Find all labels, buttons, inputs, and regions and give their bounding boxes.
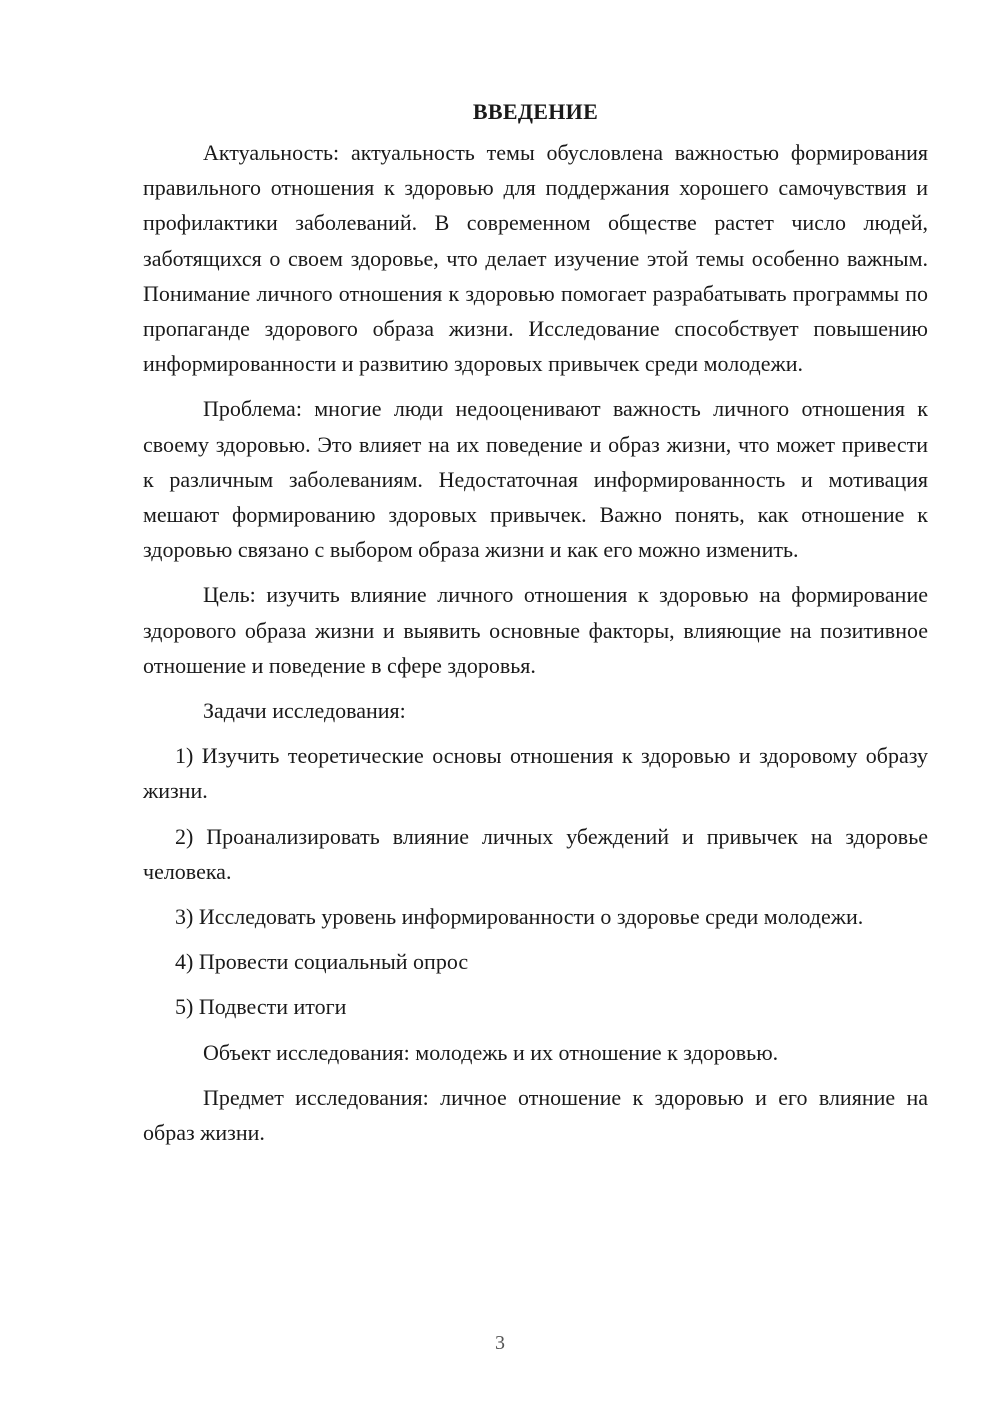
task-item-2: 2) Проанализировать влияние личных убеждений и привычек на здоровье человека.	[143, 823, 928, 884]
problem-paragraph: Проблема: многие люди недооценивают важность личного отношения к своему здоровью. Это влияет на их поведение и образ жизни, что может привести к различным заболеваниям. Недостаточная информированность и мотивация мешают формированию здоровых привычек. Важно понять, как отношение к здоровью связано с выбором образа жизни и как его можно изменить.	[143, 396, 928, 563]
relevance-paragraph: Актуальность: актуальность темы обусловлена важностью формирования правильного отношения к здоровью для поддержания хорошего самочувствия и профилактики заболеваний. В современном обществе растет число людей, заботящихся о своем здоровье, что делает изучение этой темы особенно важным. Понимание личного отношения к здоровью помогает разрабатывать программы по пропаганде здорового образа жизни. Исследование способствует повышению информированности и развитию здоровых привычек среди молодежи.	[143, 140, 928, 377]
object-paragraph: Объект исследования: молодежь и их отношение к здоровью.	[203, 1039, 779, 1065]
tasks-heading: Задачи исследования:	[203, 698, 406, 724]
subject-paragraph: Предмет исследования: личное отношение к здоровью и его влияние на образ жизни.	[143, 1084, 928, 1146]
task-item-3: 3) Исследовать уровень информированности о здоровье среди молодежи.	[175, 904, 864, 930]
task-item-5: 5) Подвести итоги	[175, 994, 347, 1020]
tasks-list	[143, 738, 928, 1024]
task-item-1: 1) Изучить теоретические основы отношения к здоровью и здоровому образу жизни.	[143, 743, 928, 804]
page-title: ВВЕДЕНИЕ	[472, 99, 599, 124]
page-number: 3	[495, 1332, 505, 1354]
goal-paragraph: Цель: изучить влияние личного отношения к здоровью на формирование здорового образа жизни и выявить основные факторы, влияющие на позитивное отношение и поведение в сфере здоровья.	[143, 582, 928, 678]
task-item-4: 4) Провести социальный опрос	[175, 949, 469, 975]
page-content	[143, 94, 928, 1160]
